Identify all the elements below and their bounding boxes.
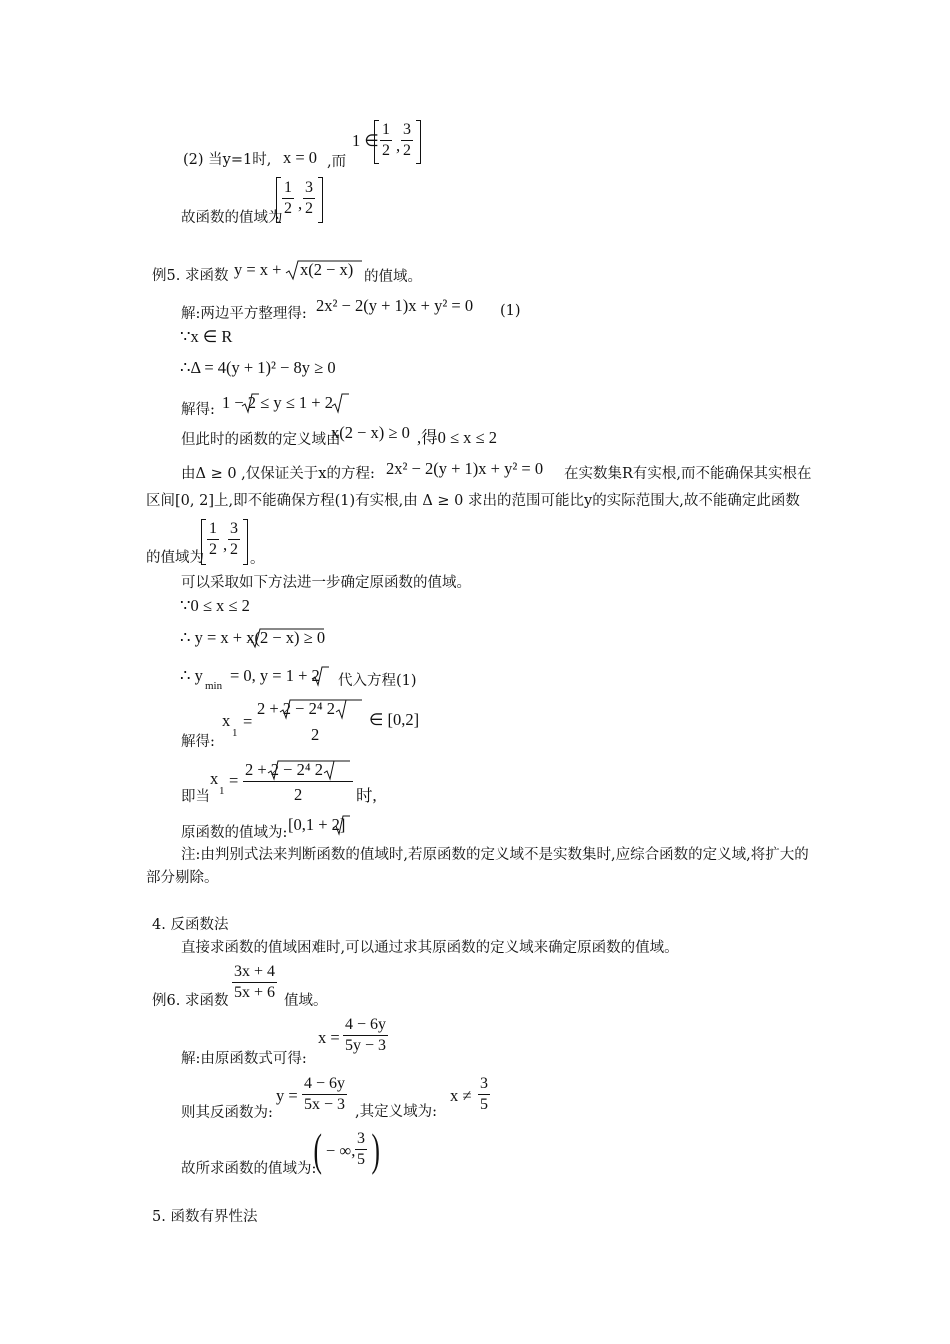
ex6-y: y = — [276, 1086, 298, 1105]
bracket-right — [416, 120, 421, 164]
fraction-half: 1 2 — [284, 179, 292, 217]
because-2: ∵0 ≤ x ≤ 2 — [180, 596, 250, 615]
fraction-half: 1 2 — [209, 520, 217, 558]
ex6-solution: 解:由原函数式可得: — [181, 1051, 307, 1067]
therefore-3-sub: min — [205, 680, 223, 692]
ex6-answer-a: − ∞, — [326, 1141, 356, 1160]
ex6-answer: 故所求函数的值域为: — [181, 1161, 317, 1177]
when-sub: 1 — [219, 785, 225, 797]
note-line-1: 注:由判别式法来判断函数的值域时,若原函数的定义域不是实数集时,应综合函数的定义域,将扩大的 — [181, 847, 809, 863]
section-4-title: 4. 反函数法 — [152, 917, 229, 933]
case2-x0: x = 0 — [283, 148, 318, 167]
ex5-label: 例5. 求函数 — [152, 268, 229, 284]
paragraph-3: 的值域为 — [146, 550, 204, 566]
range-label: 原函数的值域为: — [181, 825, 288, 841]
ex6-x-fraction: 4 − 6y 5y − 3 — [345, 1016, 387, 1054]
fraction-three-halves: 3 2 — [305, 179, 313, 217]
ex6-neq-fraction: 3 5 — [480, 1075, 488, 1113]
sqrt-icon — [240, 392, 260, 414]
ex6-inverse: 则其反函数为: — [181, 1105, 273, 1121]
ex6-fraction: 3x + 4 5x + 6 — [234, 963, 276, 1001]
fraction-three-halves: 3 2 — [230, 520, 238, 558]
sqrt-icon — [331, 814, 351, 836]
paragraph-3-end: 。 — [250, 551, 265, 567]
fraction-three-halves: 3 2 — [403, 121, 411, 159]
sqrt-icon — [278, 698, 364, 720]
solve2-label: 解得: — [181, 734, 215, 750]
sqrt-icon — [246, 627, 326, 649]
paragraph-2: 区间[0, 2]上,即不能确保方程(1)有实根,由 Δ ≥ 0 求出的范围可能比y的实际范围大,故不能确定此函数 — [146, 493, 800, 509]
solve2-num: 2 + 2 − 2⁴ 2 — [257, 699, 335, 718]
domain-eq: x(2 − x) ≥ 0 — [331, 423, 410, 442]
solve2-sub: 1 — [232, 727, 238, 739]
sqrt-icon — [310, 665, 330, 687]
sol-eq: 2x² − 2(y + 1)x + y² = 0 — [316, 296, 474, 315]
ex6-x: x = — [318, 1028, 340, 1047]
ex6-tail: 值域。 — [284, 993, 328, 1009]
solve1-eq: 1 − 2 ≤ y ≤ 1 + 2 — [222, 393, 333, 412]
sol-text: 解:两边平方整理得: — [181, 306, 307, 322]
bracket-right — [243, 519, 248, 565]
bracket-left — [374, 120, 379, 164]
bracket-left — [276, 177, 281, 223]
sol-tag: (1) — [500, 303, 521, 319]
note-line-2: 部分剔除。 — [146, 870, 219, 886]
when-den: 2 — [294, 785, 303, 804]
ex6-y-fraction: 4 − 6y 5x − 3 — [304, 1075, 346, 1113]
solve2-eq: = — [243, 712, 253, 731]
solve1-label: 解得: — [181, 402, 215, 418]
ex6-domain: ,其定义域为: — [355, 1104, 437, 1120]
case2-er: ,而 — [327, 154, 347, 170]
solve2-den: 2 — [311, 725, 320, 744]
therefore-1: ∴Δ = 4(y + 1)² − 8y ≥ 0 — [180, 358, 336, 377]
ex6-answer-fraction: 3 5 — [357, 1130, 365, 1168]
case2-in: 1 ∈ — [352, 131, 379, 150]
conclusion-text: 故函数的值域为 — [181, 210, 283, 226]
ex6-label: 例6. 求函数 — [152, 993, 229, 1009]
ex5-func-a: y = x + — [234, 260, 282, 279]
paragraph-4: 可以采取如下方法进一步确定原函数的值域。 — [181, 575, 471, 591]
domain-text: 但此时的函数的定义域由 — [181, 432, 341, 448]
paragraph-1a: 由Δ ≥ 0 ,仅保证关于x的方程: — [181, 466, 375, 482]
when-num: 2 + 2 − 2⁴ 2 — [245, 760, 323, 779]
when-label: 即当 — [181, 789, 210, 805]
therefore-3a: ∴ y — [180, 666, 203, 685]
solve2-in: ∈ [0,2] — [369, 710, 420, 729]
paragraph-1-eq: 2x² − 2(y + 1)x + y² = 0 — [386, 459, 544, 478]
fraction-half: 1 2 — [382, 121, 390, 159]
sqrt-icon — [266, 759, 352, 781]
bracket-left — [201, 519, 206, 565]
paren-left: ( — [313, 1124, 322, 1175]
paren-right: ) — [371, 1124, 380, 1175]
comma: , — [298, 194, 303, 213]
when-tail: 时, — [356, 786, 377, 805]
solve2-x: x — [222, 711, 231, 730]
ex6-neq: x ≠ — [450, 1086, 472, 1105]
ex5-func-b: x(2 − x) — [300, 260, 354, 279]
when-x: x — [210, 769, 219, 788]
comma: , — [396, 136, 401, 155]
because-1: ∵x ∈ R — [180, 327, 233, 346]
domain-tail: ,得0 ≤ x ≤ 2 — [417, 428, 497, 447]
comma: , — [223, 535, 228, 554]
bracket-right — [318, 177, 323, 223]
therefore-3-tail: 代入方程(1) — [338, 673, 417, 689]
ex5-tail: 的值域。 — [364, 269, 422, 285]
therefore-3b: = 0, y = 1 + 2 — [230, 666, 320, 685]
range-val: [0,1 + 2] — [288, 815, 346, 834]
when-eq: = — [229, 771, 239, 790]
section-4-desc: 直接求函数的值域困难时,可以通过求其原函数的定义域来确定原函数的值域。 — [181, 940, 679, 956]
case2-text: (2) 当y=1时, — [183, 152, 272, 168]
paragraph-1b: 在实数集R有实根,而不能确保其实根在 — [564, 466, 812, 482]
sqrt-icon — [330, 392, 350, 414]
when-bar — [243, 781, 353, 782]
section-5-title: 5. 函数有界性法 — [152, 1209, 258, 1225]
therefore-2: ∴ y = x + x(2 − x) ≥ 0 — [180, 628, 326, 647]
